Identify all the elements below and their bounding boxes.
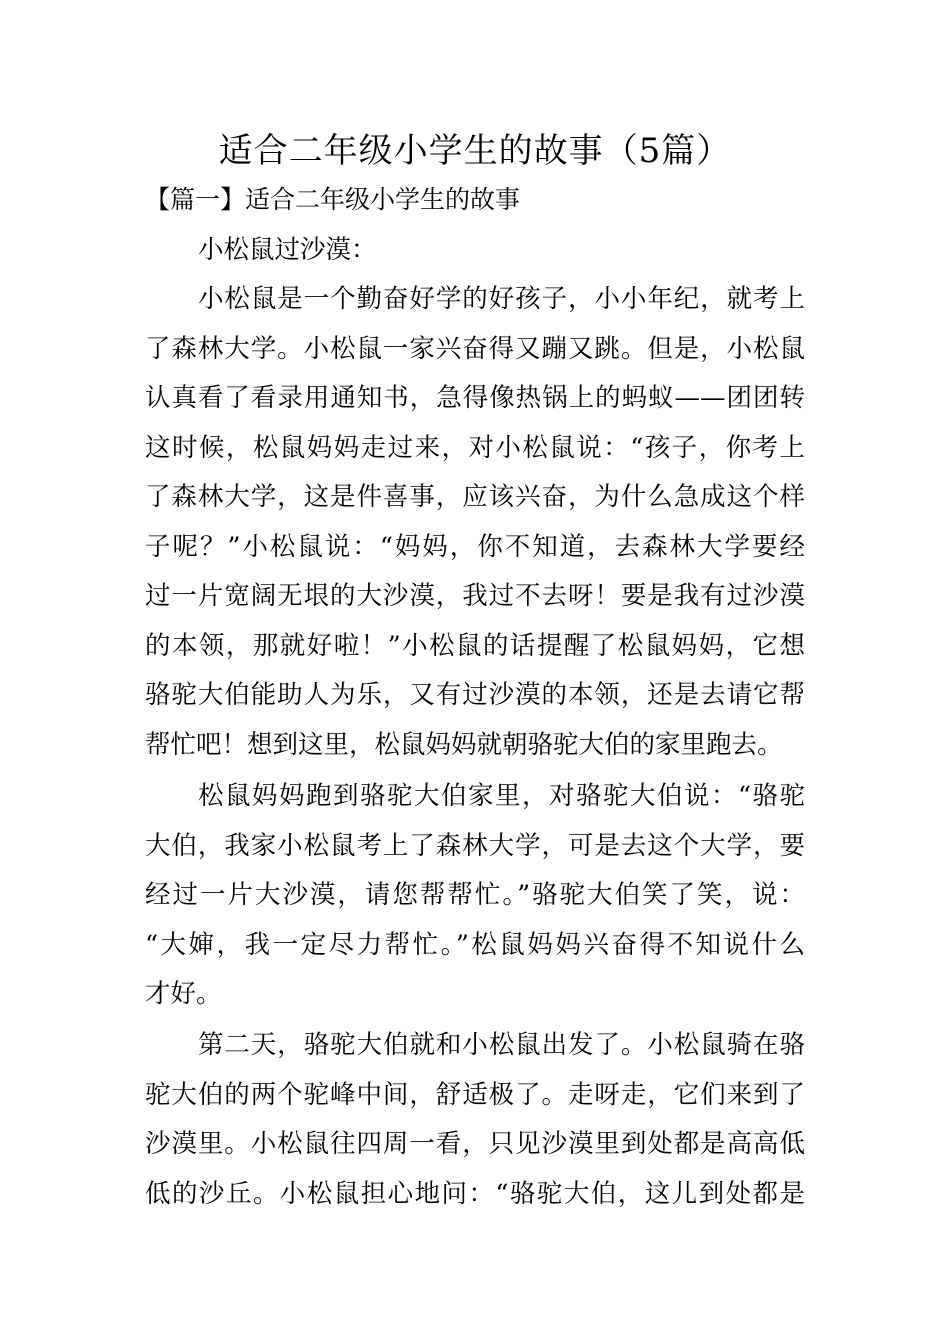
paragraph-line: 才好。 [145,979,222,1009]
paragraph-line: 经过一片大沙漠，请您帮帮忙。”骆驼大伯笑了笑，说： [145,880,805,910]
story-title-line: 小松鼠过沙漠： [198,235,377,265]
paragraph-line: 这时候，松鼠妈妈走过来，对小松鼠说：“孩子，你考上 [145,433,805,463]
paragraph-line: 大伯，我家小松鼠考上了森林大学，可是去这个大学，要 [145,831,805,861]
paragraph-line: 低的沙丘。小松鼠担心地问：“骆驼大伯，这儿到处都是 [145,1179,805,1209]
paragraph-line: 的本领，那就好啦！”小松鼠的话提醒了松鼠妈妈，它想 [145,631,805,661]
paragraph-line: 驼大伯的两个驼峰中间，舒适极了。走呀走，它们来到了 [145,1080,805,1110]
paragraph-line: 小松鼠是一个勤奋好学的好孩子，小小年纪，就考上 [198,284,805,314]
paragraph-line: 第二天，骆驼大伯就和小松鼠出发了。小松鼠骑在骆 [198,1030,805,1060]
paragraph-line: “大婶，我一定尽力帮忙。”松鼠妈妈兴奋得不知说什么 [145,930,805,960]
paragraph-line: 了森林大学，这是件喜事，应该兴奋，为什么急成这个样 [145,482,805,512]
paragraph-line: 认真看了看录用通知书，急得像热锅上的蚂蚁——团团转 [145,383,805,413]
paragraph-line: 松鼠妈妈跑到骆驼大伯家里，对骆驼大伯说：“骆驼 [198,781,805,811]
document-title: 适合二年级小学生的故事（5篇） [218,131,732,171]
paragraph-line: 沙漠里。小松鼠往四周一看，只见沙漠里到处都是高高低 [145,1129,805,1159]
paragraph-line: 子呢？”小松鼠说：“妈妈，你不知道，去森林大学要经 [145,532,805,562]
paragraph-line: 过一片宽阔无垠的大沙漠，我过不去呀！要是我有过沙漠 [145,581,805,611]
paragraph-line: 骆驼大伯能助人为乐，又有过沙漠的本领，还是去请它帮 [145,680,805,710]
paragraph-line: 帮忙吧！想到这里，松鼠妈妈就朝骆驼大伯的家里跑去。 [145,730,783,760]
paragraph-line: 了森林大学。小松鼠一家兴奋得又蹦又跳。但是，小松鼠 [145,334,805,364]
section-heading: 【篇一】适合二年级小学生的故事 [145,185,521,214]
